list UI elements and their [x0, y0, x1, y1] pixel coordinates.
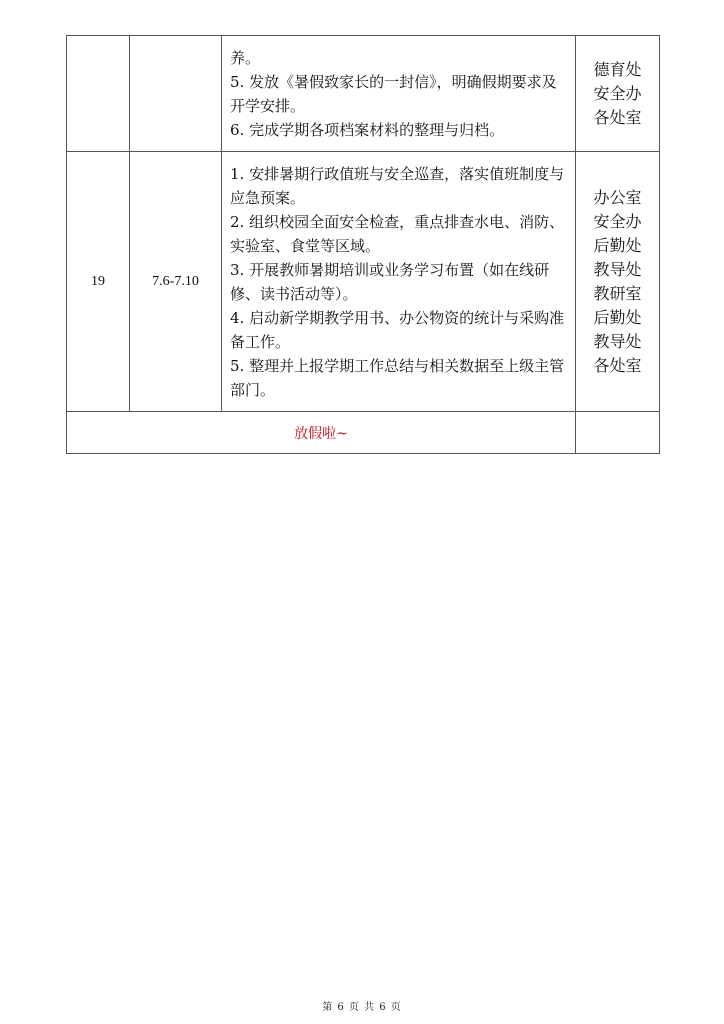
- department-cell: [576, 412, 660, 454]
- task-line: 5. 整理并上报学期工作总结与相关数据至上级主管部门。: [230, 356, 565, 399]
- department-name: 德育处: [593, 59, 642, 79]
- task-line: 4. 启动新学期教学用书、办公物资的统计与采购准备工作。: [230, 308, 565, 351]
- department-name: 安全办: [593, 211, 642, 231]
- page-number: 第 6 页 共 6 页: [322, 1002, 402, 1013]
- department-name: 各处室: [593, 355, 642, 375]
- table-row: [67, 152, 660, 412]
- department-name: 后勤处: [593, 235, 642, 255]
- task-line: 2. 组织校园全面安全检查，重点排查水电、消防、实验室、食堂等区域。: [230, 212, 565, 255]
- task-line: 养。: [230, 48, 261, 67]
- task-cell: [222, 152, 576, 412]
- task-line: 3. 开展教师暑期培训或业务学习布置（如在线研修、读书活动等）。: [230, 260, 550, 303]
- department-cell: [576, 36, 660, 152]
- department-name: 办公室: [593, 187, 642, 207]
- task-line: 6. 完成学期各项档案材料的整理与归档。: [230, 120, 505, 139]
- department-cell: [576, 152, 660, 412]
- week-cell: [67, 36, 130, 152]
- department-name: 教导处: [593, 259, 642, 279]
- department-name: 教研室: [593, 283, 642, 303]
- department-name: 安全办: [593, 83, 642, 103]
- department-name: 后勤处: [593, 307, 642, 327]
- holiday-row: [67, 412, 660, 454]
- date-cell: 7.6-7.10: [130, 152, 222, 412]
- department-name: 各处室: [593, 107, 642, 127]
- schedule-table: [66, 35, 660, 454]
- task-cell: [222, 36, 576, 152]
- task-line: 5. 发放《暑假致家长的一封信》，明确假期要求及开学安排。: [230, 72, 557, 115]
- week-cell: 19: [67, 152, 130, 412]
- department-name: 教导处: [593, 331, 642, 351]
- date-cell: [130, 36, 222, 152]
- holiday-notice: 放假啦~: [67, 412, 576, 454]
- table-row: [67, 36, 660, 152]
- task-line: 1. 安排暑期行政值班与安全巡查，落实值班制度与应急预案。: [230, 164, 565, 207]
